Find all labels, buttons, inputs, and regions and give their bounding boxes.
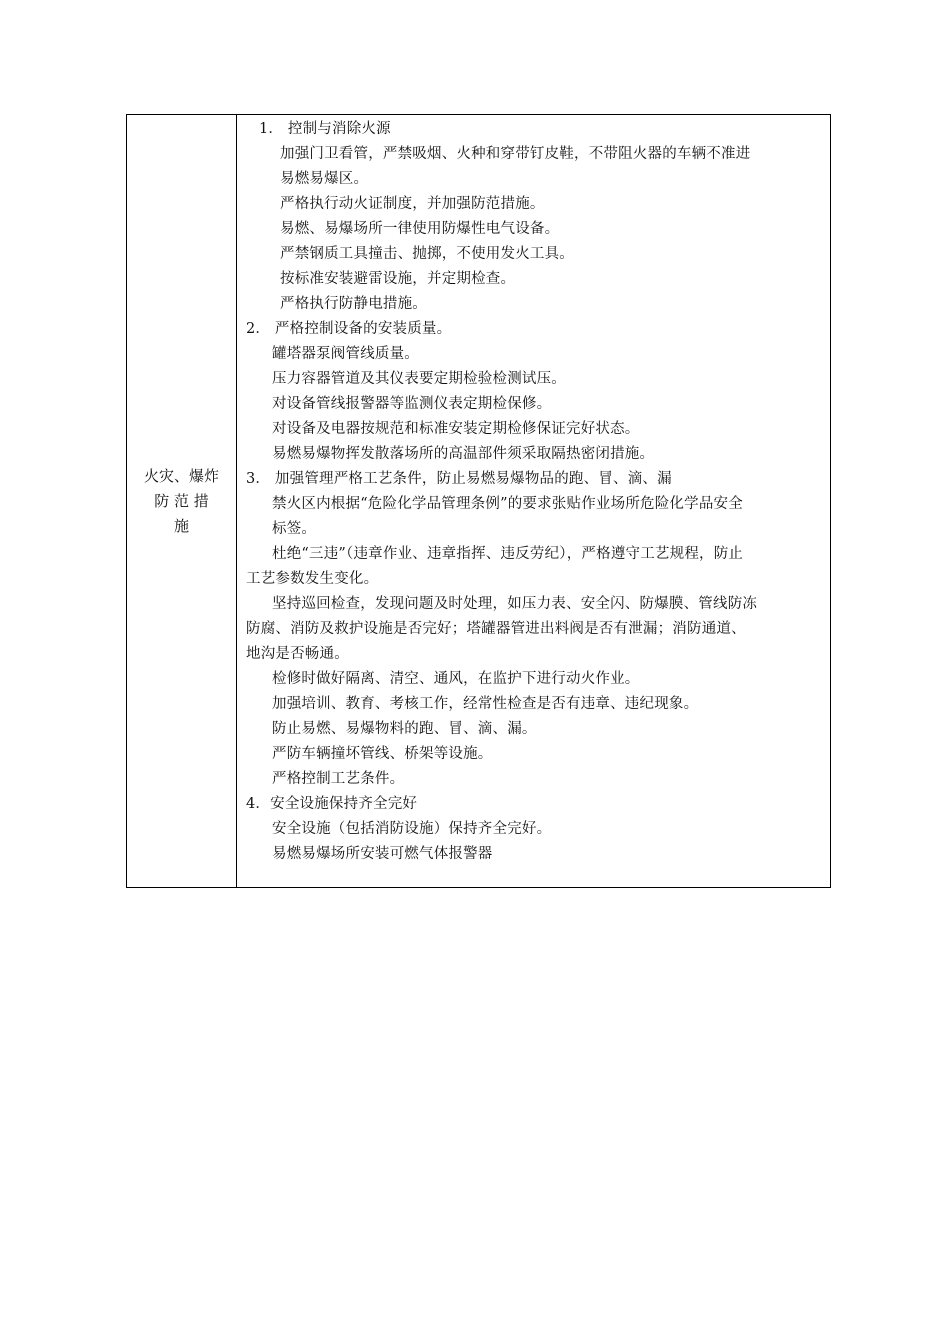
section-3-heading: 3． 加强管理严格工艺条件，防止易燃易爆物品的跑、冒、滴、漏 bbox=[246, 471, 672, 487]
section-2-line: 对设备管线报警器等监测仪表定期检保修。 bbox=[272, 396, 552, 412]
section-1-line: 加强门卫看管，严禁吸烟、火种和穿带钉皮鞋，不带阻火器的车辆不准进 bbox=[280, 146, 751, 162]
section-3-line: 工艺参数发生变化。 bbox=[246, 571, 379, 587]
section-1-line: 易燃易爆区。 bbox=[280, 171, 369, 187]
section-4-line: 易燃易爆场所安装可燃气体报警器 bbox=[272, 846, 493, 862]
section-1-line: 按标准安装避雷设施，并定期检查。 bbox=[280, 271, 516, 287]
section-3-line: 严防车辆撞坏管线、桥架等设施。 bbox=[272, 746, 493, 762]
section-3-line: 防腐、消防及救护设施是否完好；塔罐器管进出料阀是否有泄漏；消防通道、 bbox=[246, 621, 746, 637]
category-label-line: 火灾、爆炸 bbox=[143, 466, 219, 485]
table-row bbox=[127, 115, 831, 888]
section-1-line: 严格执行防静电措施。 bbox=[280, 296, 427, 312]
section-3-line: 标签。 bbox=[272, 521, 317, 537]
section-1-line: 严格执行动火证制度，并加强防范措施。 bbox=[280, 196, 545, 212]
measures-table bbox=[126, 114, 831, 888]
section-3-line: 地沟是否畅通。 bbox=[246, 646, 349, 662]
section-2-line: 罐塔器泵阀管线质量。 bbox=[272, 346, 419, 362]
section-2-line: 压力容器管道及其仪表要定期检验检测试压。 bbox=[272, 371, 566, 387]
section-3-line: 检修时做好隔离、清空、通风，在监护下进行动火作业。 bbox=[272, 671, 640, 687]
section-4-line: 安全设施（包括消防设施）保持齐全完好。 bbox=[272, 821, 552, 837]
section-1-line: 易燃、易爆场所一律使用防爆性电气设备。 bbox=[280, 221, 560, 237]
section-3-line: 杜绝“三违”（违章作业、违章指挥、违反劳纪），严格遵守工艺规程，防止 bbox=[272, 546, 744, 562]
category-label bbox=[127, 465, 236, 538]
section-2-line: 对设备及电器按规范和标准安装定期检修保证完好状态。 bbox=[272, 421, 640, 437]
category-label-line: 防 范 措 bbox=[154, 491, 209, 510]
section-2-heading: 2． 严格控制设备的安装质量。 bbox=[246, 321, 452, 337]
category-label-cell bbox=[127, 115, 237, 888]
section-1-line: 严禁钢质工具撞击、抛掷，不使用发火工具。 bbox=[280, 246, 574, 262]
section-2-line: 易燃易爆物挥发散落场所的高温部件须采取隔热密闭措施。 bbox=[272, 446, 655, 462]
section-3-line: 严格控制工艺条件。 bbox=[272, 771, 405, 787]
category-label-line: 施 bbox=[173, 516, 189, 535]
section-3-line: 防止易燃、易爆物料的跑、冒、滴、漏。 bbox=[272, 721, 537, 737]
measures-content-cell bbox=[237, 115, 831, 888]
section-3-line: 加强培训、教育、考核工作，经常性检查是否有违章、违纪现象。 bbox=[272, 696, 699, 712]
section-4-heading: 4．安全设施保持齐全完好 bbox=[246, 796, 418, 812]
section-1-heading: 1． 控制与消除火源 bbox=[259, 121, 391, 137]
section-3-line: 坚持巡回检查，发现问题及时处理，如压力表、安全闪、防爆膜、管线防冻 bbox=[272, 596, 758, 612]
section-3-line: 禁火区内根据“危险化学品管理条例”的要求张贴作业场所危险化学品安全 bbox=[272, 496, 743, 512]
